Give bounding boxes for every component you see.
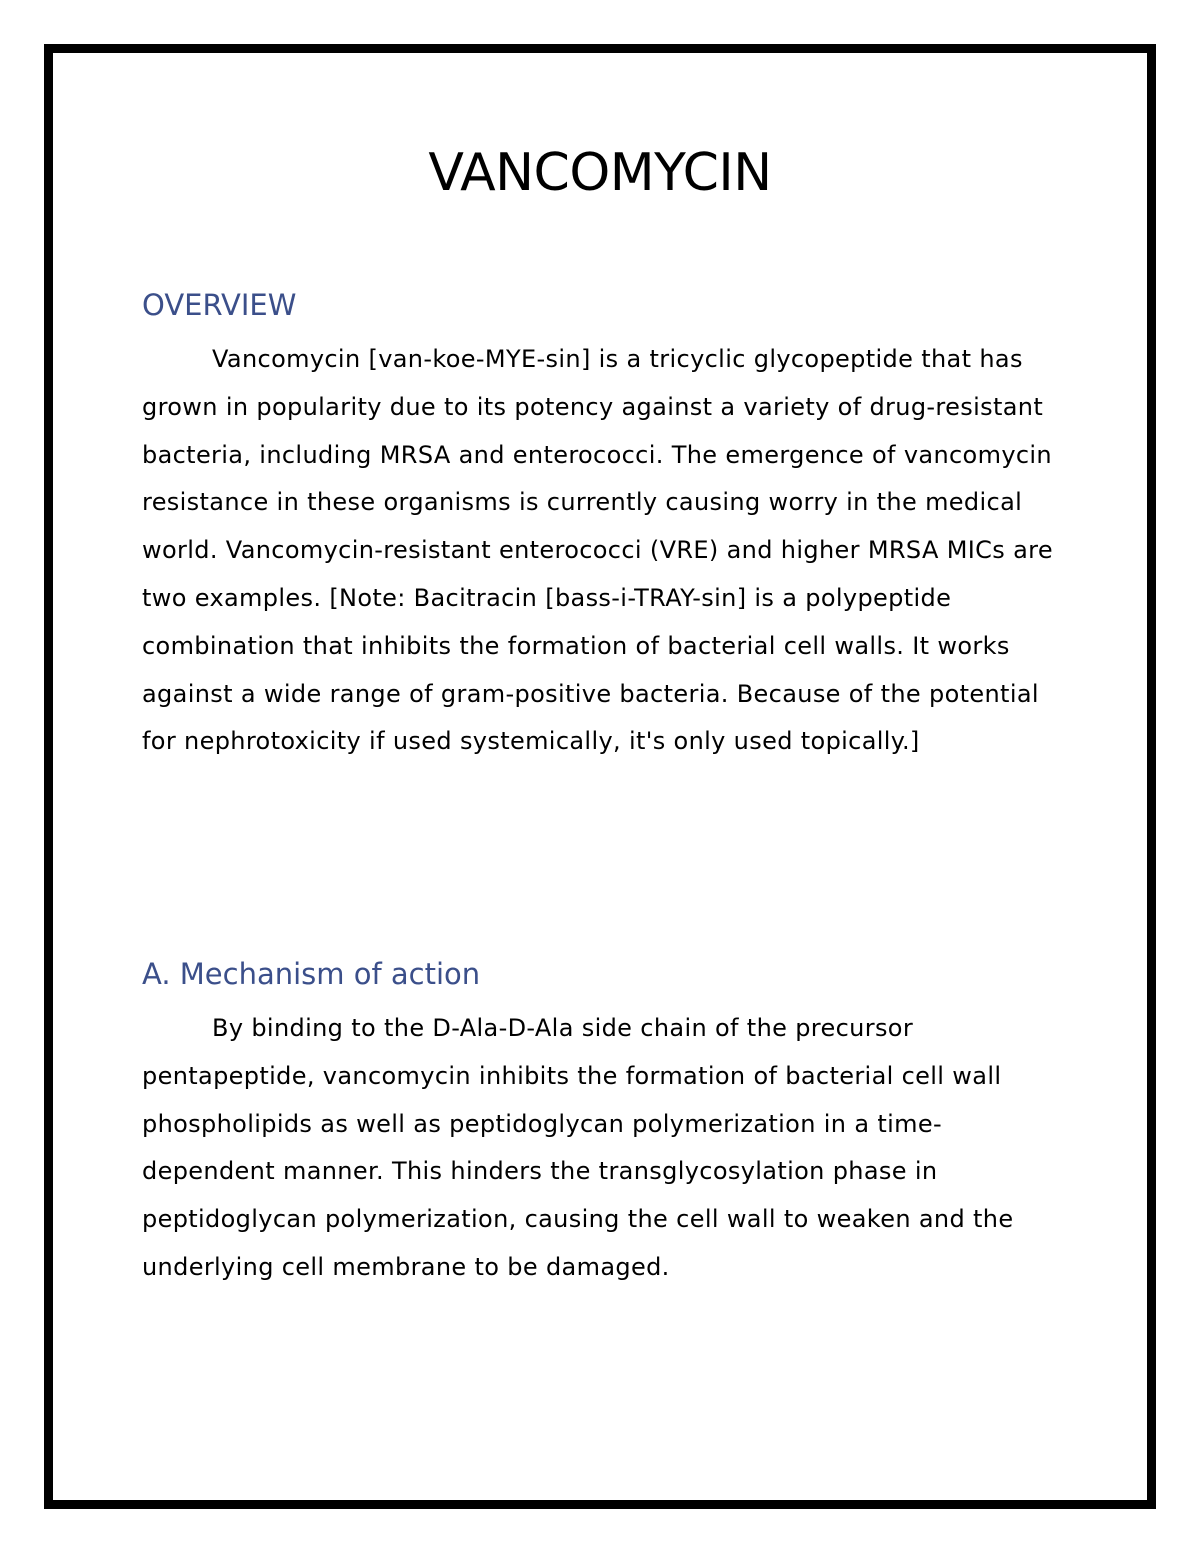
- document-title: VANCOMYCIN: [428, 143, 772, 203]
- section-heading-mechanism: A. Mechanism of action: [142, 957, 481, 991]
- section-body-mechanism: By binding to the D-Ala-D-Ala side chain of the precursor pentapeptide, vancomycin inhibits the formation of bacterial cell wall phospholipids as well as peptidoglycan polymerization in a time-dependent manner. This hinders the transglycosylation phase in peptidoglycan polymerization, causing the cell wall to weaken and the underlying cell membrane to be damaged.: [142, 1014, 1014, 1281]
- section-heading-overview: OVERVIEW: [142, 288, 297, 322]
- section-body-overview: Vancomycin [van-koe-MYE-sin] is a tricyclic glycopeptide that has grown in popularity due to its potency against a variety of drug-resistant bacteria, including MRSA and enterococci. The emergence of vancomycin resistance in these organisms is currently causing worry in the medical world. Vancomycin-resistant enterococci (VRE) and higher MRSA MICs are two examples. [Note: Bacitracin [bass-i-TRAY-sin] is a polypeptide combination that inhibits the formation of bacterial cell walls. It works against a wide range of gram-positive bacteria. Because of the potential for nephrotoxicity if used systemically, it's only used topically.]: [142, 345, 1053, 756]
